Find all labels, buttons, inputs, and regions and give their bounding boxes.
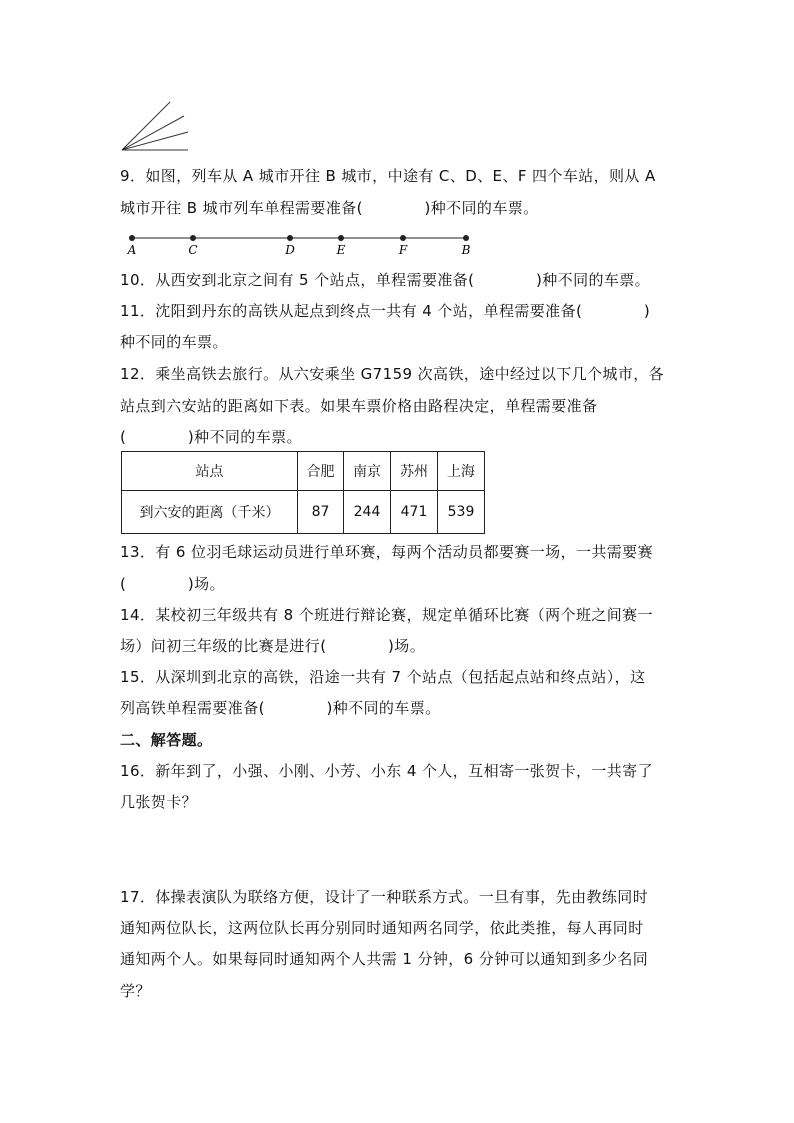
station-point-a: [129, 235, 135, 241]
q13-line-2: ( )场。: [120, 575, 225, 593]
table-row: [122, 491, 485, 534]
angle-rays-figure: [118, 100, 198, 156]
station-label-c: C: [188, 243, 198, 257]
q13-line-1: 13．有 6 位羽毛球运动员进行单环赛，每两个活动员都要赛一场，一共需要赛: [120, 543, 653, 561]
station-point-b: [463, 235, 469, 241]
q17-line-2: 通知两位队长，这两位队长再分别同时通知两名同学，依此类推，每人再同时: [120, 919, 644, 937]
q15-line-1: 15．从深圳到北京的高铁，沿途一共有 7 个站点（包括起点站和终点站），这: [120, 668, 646, 686]
station-label-e: E: [336, 243, 346, 257]
table-cell-distance: 87: [298, 491, 344, 534]
q11-line-1: 11．沈阳到丹东的高铁从起点到终点一共有 4 个站，单程需要准备( ): [120, 302, 651, 320]
q10-line-1: 10．从西安到北京之间有 5 个站点，单程需要准备( )种不同的车票。: [120, 271, 651, 289]
station-point-d: [287, 235, 293, 241]
q17-line-4: 学？: [120, 982, 151, 1000]
table-cell-distance: 471: [391, 491, 438, 534]
station-line-figure: [122, 228, 482, 258]
table-cell-city: 苏州: [391, 452, 438, 491]
station-point-c: [190, 235, 196, 241]
section-title: 二、解答题。: [120, 731, 213, 749]
q17-line-1: 17．体操表演队为联络方便，设计了一种联系方式。一旦有事，先由教练同时: [120, 888, 649, 906]
q9-line-1: 9．如图，列车从 A 城市开往 B 城市，中途有 C、D、E、F 四个车站，则从 A: [120, 167, 656, 185]
station-label-f: F: [398, 243, 408, 257]
table-cell-distance: 244: [344, 491, 391, 534]
q12-line-1: 12．乘坐高铁去旅行。从六安乘坐 G7159 次高铁，途中经过以下几个城市，各: [120, 365, 665, 383]
q14-line-1: 14．某校初三年级共有 8 个班进行辩论赛，规定单循环比赛（两个班之间赛一: [120, 606, 653, 624]
q12-line-2: 站点到六安站的距离如下表。如果车票价格由路程决定，单程需要准备: [120, 397, 598, 415]
table-cell-city: 南京: [344, 452, 391, 491]
q9-line-2: 城市开往 B 城市列车单程需要准备( )种不同的车票。: [120, 199, 539, 217]
q14-line-2: 场）问初三年级的比赛是进行( )场。: [120, 637, 426, 655]
table-row: [122, 452, 485, 491]
station-label-a: A: [127, 243, 137, 257]
station-label-d: D: [285, 243, 295, 257]
station-label-b: B: [461, 243, 471, 257]
table-header-distance: 到六安的距离（千米）: [122, 491, 298, 534]
table-cell-distance: 539: [438, 491, 485, 534]
q16-line-2: 几张贺卡？: [120, 793, 198, 811]
station-point-e: [338, 235, 344, 241]
q17-line-3: 通知两个人。如果每同时通知两个人共需 1 分钟，6 分钟可以通知到多少名同: [120, 950, 649, 968]
table-cell-city: 合肥: [298, 452, 344, 491]
q15-line-2: 列高铁单程需要准备( )种不同的车票。: [120, 699, 441, 717]
q12-line-3: ( )种不同的车票。: [120, 428, 302, 446]
table-cell-city: 上海: [438, 452, 485, 491]
table-header-station: 站点: [122, 452, 298, 491]
station-point-f: [400, 235, 406, 241]
q11-line-2: 种不同的车票。: [120, 333, 228, 351]
distance-table: [121, 451, 485, 534]
q16-line-1: 16．新年到了，小强、小刚、小芳、小东 4 个人，互相寄一张贺卡，一共寄了: [120, 762, 653, 780]
